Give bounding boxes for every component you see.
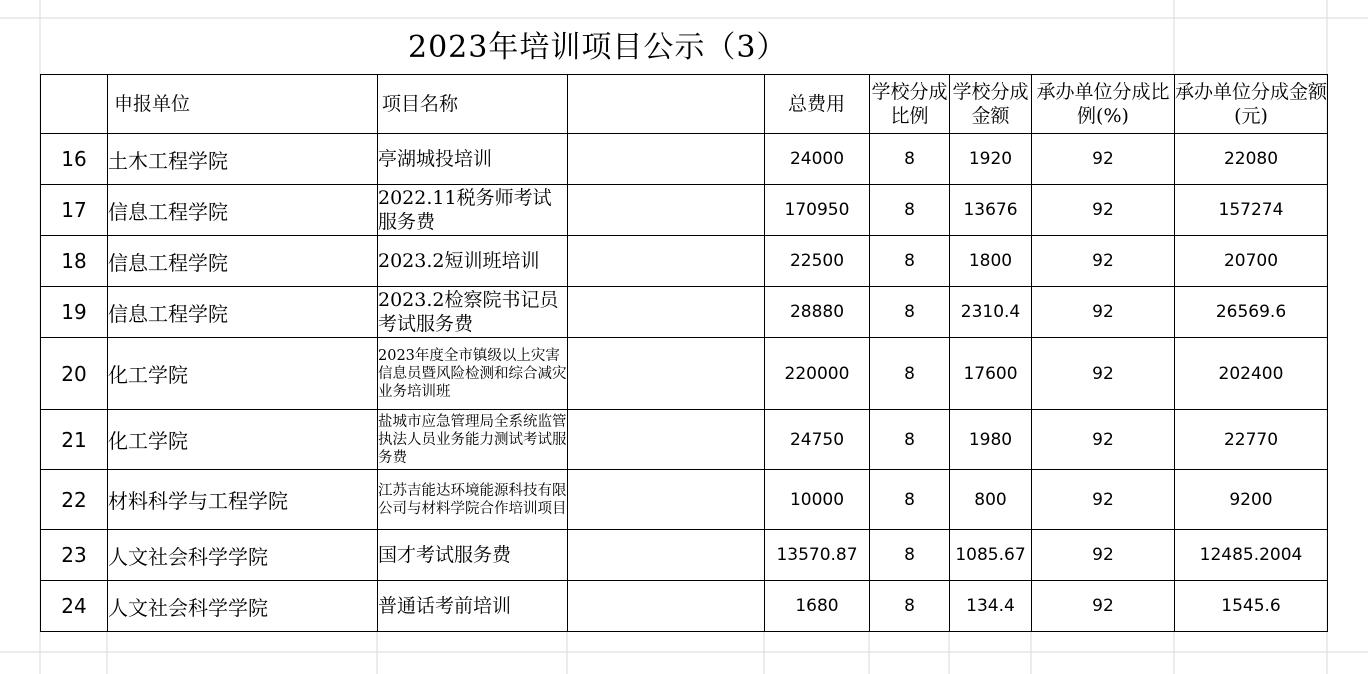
- school-amount-cell: 17600: [950, 338, 1032, 410]
- host-ratio-cell: 92: [1032, 470, 1175, 530]
- row-number: 16: [41, 134, 108, 185]
- total-cell: 170950: [765, 185, 870, 236]
- host-amount-cell: 1545.6: [1175, 581, 1328, 632]
- school-amount-cell: 134.4: [950, 581, 1032, 632]
- header-unit: 申报单位: [108, 75, 378, 134]
- host-ratio-cell: 92: [1032, 236, 1175, 287]
- total-cell: 24000: [765, 134, 870, 185]
- school-amount-cell: 1800: [950, 236, 1032, 287]
- page-title: 2023年培训项目公示（3）: [408, 30, 788, 65]
- unit-cell: 化工学院: [108, 410, 378, 470]
- total-cell: 22500: [765, 236, 870, 287]
- blank-cell: [568, 338, 765, 410]
- host-amount-cell: 9200: [1175, 470, 1328, 530]
- row-number: 19: [41, 287, 108, 338]
- header-project: 项目名称: [378, 75, 568, 134]
- blank-cell: [568, 410, 765, 470]
- unit-cell: 信息工程学院: [108, 287, 378, 338]
- project-cell: 2022.11税务师考试服务费: [378, 185, 568, 236]
- table-row: [41, 581, 1328, 632]
- host-amount-cell: 26569.6: [1175, 287, 1328, 338]
- school-amount-cell: 1920: [950, 134, 1032, 185]
- table-row: [41, 470, 1328, 530]
- header-host-ratio: 承办单位分成比例(%): [1032, 75, 1175, 134]
- total-cell: 220000: [765, 338, 870, 410]
- school-ratio-cell: 8: [870, 410, 950, 470]
- total-cell: 13570.87: [765, 530, 870, 581]
- blank-cell: [568, 236, 765, 287]
- project-cell: 2023.2检察院书记员考试服务费: [378, 287, 568, 338]
- row-number: 20: [41, 338, 108, 410]
- blank-cell: [568, 581, 765, 632]
- blank-cell: [568, 134, 765, 185]
- project-cell: 2023.2短训班培训: [378, 236, 568, 287]
- school-ratio-cell: 8: [870, 530, 950, 581]
- unit-cell: 信息工程学院: [108, 236, 378, 287]
- host-ratio-cell: 92: [1032, 338, 1175, 410]
- school-ratio-cell: 8: [870, 287, 950, 338]
- header-blank: [568, 75, 765, 134]
- host-amount-cell: 22770: [1175, 410, 1328, 470]
- blank-cell: [568, 287, 765, 338]
- unit-cell: 人文社会科学学院: [108, 581, 378, 632]
- table-row: [41, 185, 1328, 236]
- total-cell: 1680: [765, 581, 870, 632]
- table-row: [41, 338, 1328, 410]
- host-ratio-cell: 92: [1032, 581, 1175, 632]
- project-cell: 国才考试服务费: [378, 530, 568, 581]
- host-amount-cell: 157274: [1175, 185, 1328, 236]
- table-row: [41, 236, 1328, 287]
- host-ratio-cell: 92: [1032, 287, 1175, 338]
- host-ratio-cell: 92: [1032, 134, 1175, 185]
- total-cell: 28880: [765, 287, 870, 338]
- total-cell: 24750: [765, 410, 870, 470]
- host-amount-cell: 202400: [1175, 338, 1328, 410]
- school-amount-cell: 1085.67: [950, 530, 1032, 581]
- host-ratio-cell: 92: [1032, 185, 1175, 236]
- header-school-ratio: 学校分成比例: [870, 75, 950, 134]
- row-number: 18: [41, 236, 108, 287]
- table-row: [41, 410, 1328, 470]
- school-amount-cell: 2310.4: [950, 287, 1032, 338]
- school-ratio-cell: 8: [870, 338, 950, 410]
- row-number: 22: [41, 470, 108, 530]
- school-ratio-cell: 8: [870, 470, 950, 530]
- unit-cell: 人文社会科学学院: [108, 530, 378, 581]
- header-row: [41, 75, 1328, 134]
- header-host-amount: 承办单位分成金额(元): [1175, 75, 1328, 134]
- blank-cell: [568, 530, 765, 581]
- header-index: [41, 75, 108, 134]
- row-number: 17: [41, 185, 108, 236]
- unit-cell: 土木工程学院: [108, 134, 378, 185]
- row-number: 23: [41, 530, 108, 581]
- project-cell: 江苏吉能达环境能源科技有限公司与材料学院合作培训项目: [378, 470, 568, 530]
- training-project-table: [40, 74, 1328, 632]
- row-number: 24: [41, 581, 108, 632]
- table-row: [41, 287, 1328, 338]
- host-amount-cell: 12485.2004: [1175, 530, 1328, 581]
- host-ratio-cell: 92: [1032, 410, 1175, 470]
- project-cell: 亭湖城投培训: [378, 134, 568, 185]
- table-row: [41, 134, 1328, 185]
- unit-cell: 化工学院: [108, 338, 378, 410]
- header-total: 总费用: [765, 75, 870, 134]
- school-amount-cell: 1980: [950, 410, 1032, 470]
- project-cell: 盐城市应急管理局全系统监管执法人员业务能力测试考试服务费: [378, 410, 568, 470]
- total-cell: 10000: [765, 470, 870, 530]
- school-ratio-cell: 8: [870, 134, 950, 185]
- project-cell: 普通话考前培训: [378, 581, 568, 632]
- blank-cell: [568, 185, 765, 236]
- host-ratio-cell: 92: [1032, 530, 1175, 581]
- project-cell: 2023年度全市镇级以上灾害信息员暨风险检测和综合减灾业务培训班: [378, 338, 568, 410]
- school-ratio-cell: 8: [870, 581, 950, 632]
- unit-cell: 材料科学与工程学院: [108, 470, 378, 530]
- school-amount-cell: 13676: [950, 185, 1032, 236]
- host-amount-cell: 22080: [1175, 134, 1328, 185]
- blank-cell: [568, 470, 765, 530]
- row-number: 21: [41, 410, 108, 470]
- unit-cell: 信息工程学院: [108, 185, 378, 236]
- header-school-amount: 学校分成金额: [950, 75, 1032, 134]
- school-ratio-cell: 8: [870, 185, 950, 236]
- table-row: [41, 530, 1328, 581]
- school-ratio-cell: 8: [870, 236, 950, 287]
- school-amount-cell: 800: [950, 470, 1032, 530]
- host-amount-cell: 20700: [1175, 236, 1328, 287]
